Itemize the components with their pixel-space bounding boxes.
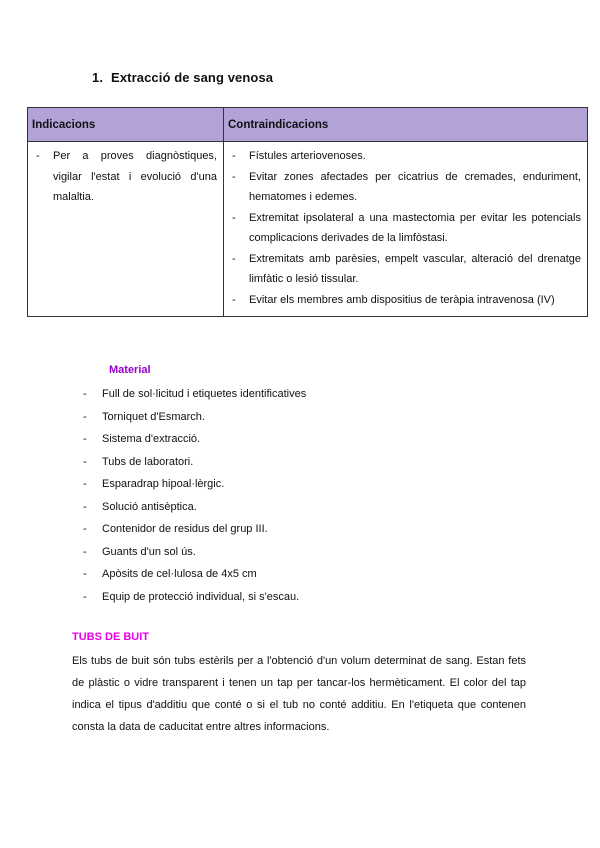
list-item: - Guants d'un sol ús.: [82, 541, 306, 564]
list-item: - Tubs de laboratori.: [82, 451, 306, 474]
section-heading: [92, 70, 273, 85]
list-item: - Solució antisèptica.: [82, 496, 306, 519]
header-contraindications: Contraindicacions: [224, 108, 588, 142]
list-item: - Extremitats amb parèsies, empelt vascular, alteració del drenatge limfàtic o lesió tissular.: [230, 249, 581, 290]
list-item: - Full de sol·licitud i etiquetes identificatives: [82, 383, 306, 406]
section-title-text: Extracció de sang venosa: [111, 70, 274, 85]
section-number: 1.: [92, 70, 104, 85]
contraindications-list: [230, 146, 581, 310]
list-item: - Per a proves diagnòstiques, vigilar l'estat i evolució d'una malaltia.: [34, 146, 217, 208]
indications-table: [27, 107, 588, 317]
list-item: - Sistema d'extracció.: [82, 428, 306, 451]
list-item: - Apòsits de cel·lulosa de 4x5 cm: [82, 563, 306, 586]
list-item: - Fístules arteriovenoses.: [230, 146, 581, 167]
tubs-heading: TUBS DE BUIT: [72, 631, 149, 643]
list-item: - Extremitat ipsolateral a una mastectomia per evitar les potencials complicacions derivades de la limfòstasi.: [230, 208, 581, 249]
indications-cell: [28, 142, 224, 317]
list-item: - Torniquet d'Esmarch.: [82, 406, 306, 429]
contraindications-cell: [224, 142, 588, 317]
material-list: [82, 383, 306, 608]
material-heading: Material: [109, 364, 151, 376]
header-indications: Indicacions: [28, 108, 224, 142]
list-item: - Equip de protecció individual, si s'escau.: [82, 586, 306, 609]
list-item: - Evitar els membres amb dispositius de teràpia intravenosa (IV): [230, 290, 581, 311]
tubs-paragraph: Els tubs de buit són tubs estèrils per a l'obtenció d'un volum determinat de sang. Estan fets de plàstic o vidre transparent i tenen un tap per tancar-los hermèticament. El color del tap indica el tipus d'additiu que conté o si el tub no conté additiu. En l'etiqueta que contenen consta la data de caducitat entre altres informacions.: [72, 655, 526, 733]
list-item: - Esparadrap hipoal·lèrgic.: [82, 473, 306, 496]
list-item: - Evitar zones afectades per cicatrius de cremades, enduriment, hematomes i edemes.: [230, 167, 581, 208]
table-row: [28, 142, 588, 317]
list-item: - Contenidor de residus del grup III.: [82, 518, 306, 541]
table-header-row: [28, 108, 588, 142]
indications-list: [34, 146, 217, 208]
